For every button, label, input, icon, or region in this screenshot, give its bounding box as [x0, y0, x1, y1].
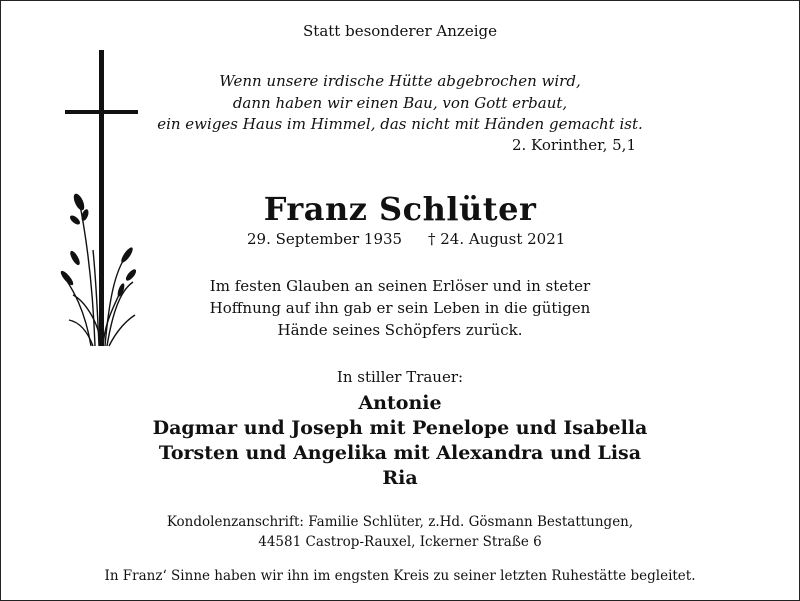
faith-text-line-2: Hoffnung auf ihn gab er sein Leben in die gütigen [209, 299, 591, 317]
family-member: Dagmar und Joseph mit Penelope und Isabella [152, 417, 648, 439]
condolence-address-line-1: Kondolenzanschrift: Familie Schlüter, z.Hd. Gösmann Bestattungen, [166, 514, 634, 530]
burial-note: In Franz‘ Sinne haben wir ihn im engsten Kreis zu seiner letzten Ruhestätte begleitet. [104, 568, 696, 584]
deceased-name: Franz Schlüter [263, 190, 537, 228]
death-date: † 24. August 2021 [428, 230, 566, 248]
verse-line-2: dann haben wir einen Bau, von Gott erbaut, [232, 94, 568, 112]
verse-line-1: Wenn unsere irdische Hütte abgebrochen wird, [219, 72, 581, 90]
faith-text-line-3: Hände seines Schöpfers zurück. [277, 321, 523, 339]
condolence-address-line-2: 44581 Castrop-Rauxel, Ickerner Straße 6 [258, 534, 542, 550]
family-member: Torsten und Angelika mit Alexandra und Lisa [158, 442, 642, 464]
verse-reference: 2. Korinther, 5,1 [511, 136, 636, 154]
mourning-intro: In stiller Trauer: [336, 368, 464, 386]
family-member: Ria [382, 467, 418, 489]
family-member: Antonie [358, 392, 442, 414]
birth-date: 29. September 1935 [247, 230, 403, 248]
notice-header: Statt besonderer Anzeige [303, 22, 497, 40]
faith-text-line-1: Im festen Glauben an seinen Erlöser und in steter [209, 277, 591, 295]
verse-line-3: ein ewiges Haus im Himmel, das nicht mit Händen gemacht ist. [157, 115, 643, 133]
